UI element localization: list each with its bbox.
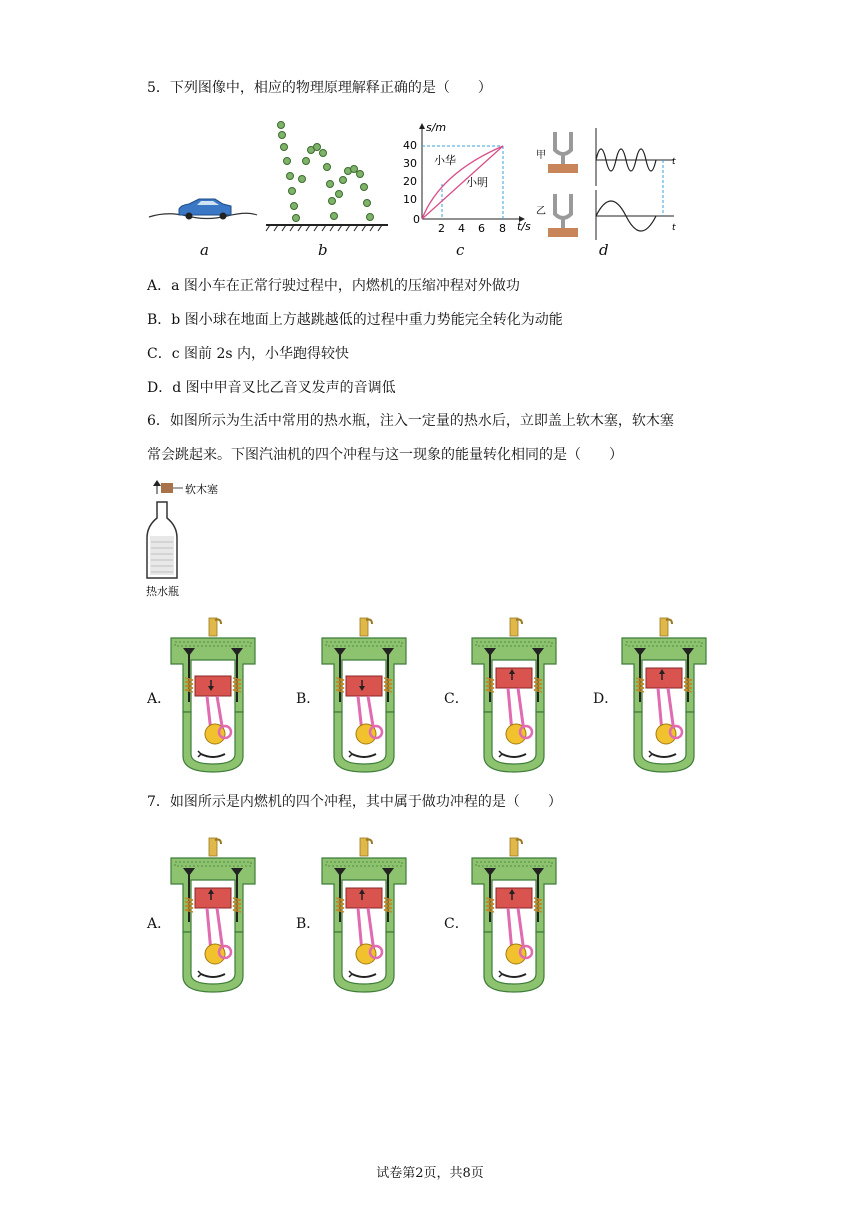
q7-option-a-label: A． xyxy=(147,916,172,932)
q7-engine-a xyxy=(165,836,265,1000)
x-tick: 4 xyxy=(458,222,465,235)
q6-engine-a xyxy=(165,616,265,780)
piston xyxy=(195,888,231,908)
q5-stem: 5．下列图像中，相应的物理原理解释正确的是（ ） xyxy=(147,80,492,96)
y-tick: 40 xyxy=(403,139,417,152)
cork-label: 软木塞 xyxy=(185,483,218,496)
q6-option-b-label: B． xyxy=(296,691,321,707)
y-axis-label: s/m xyxy=(426,121,447,134)
thermos-figure xyxy=(143,478,253,600)
fig-label-c: c xyxy=(456,241,465,259)
q7-engine-b xyxy=(316,836,416,1000)
q6-stem-line2: 常会跳起来。下图汽油机的四个冲程与这一现象的能量转化相同的是（ ） xyxy=(147,447,623,463)
q6-stem-line1: 6．如图所示为生活中常用的热水瓶，注入一定量的热水后，立即盖上软木塞，软木塞 xyxy=(147,413,674,429)
tuning-fork-icon xyxy=(548,194,578,237)
q7-option-b-label: B． xyxy=(296,916,321,932)
q6-engine-c xyxy=(466,616,566,780)
y-tick: 10 xyxy=(403,193,417,206)
fig-label-d: d xyxy=(599,241,609,259)
q5-option-b: B．b 图小球在地面上方越跳越低的过程中重力势能完全转化为动能 xyxy=(147,312,563,328)
q6-engine-d xyxy=(616,616,716,780)
fork-label-jia: 甲 xyxy=(536,150,546,161)
tuning-fork-icon xyxy=(548,132,578,173)
label-xiaohua: 小华 xyxy=(434,154,456,167)
q7-stem: 7．如图所示是内燃机的四个冲程，其中属于做功冲程的是（ ） xyxy=(147,794,562,810)
piston xyxy=(646,668,682,688)
piston xyxy=(496,668,532,688)
x-tick: 8 xyxy=(499,222,506,235)
wave-axis-t: t xyxy=(672,223,676,233)
st-graph xyxy=(400,118,535,236)
y-tick: 20 xyxy=(403,175,417,188)
q6-engine-b xyxy=(316,616,416,780)
q6-option-d-label: D． xyxy=(593,691,619,707)
car-figure xyxy=(147,195,259,227)
q5-option-d: D．d 图中甲音叉比乙音叉发声的音调低 xyxy=(147,380,396,396)
bouncing-ball-figure xyxy=(262,117,392,232)
q5-option-c: C．c 图前 2s 内，小华跑得较快 xyxy=(147,346,349,362)
x-axis-label: t/s xyxy=(517,220,531,233)
x-tick: 6 xyxy=(478,222,485,235)
q5-option-a: A．a 图小车在正常行驶过程中，内燃机的压缩冲程对外做功 xyxy=(147,278,520,294)
tuning-fork-figure xyxy=(534,124,684,242)
x-tick: 2 xyxy=(438,222,445,235)
fig-label-a: a xyxy=(200,241,209,259)
label-xiaoming: 小明 xyxy=(466,176,488,189)
origin-label: 0 xyxy=(413,213,420,226)
fig-label-b: b xyxy=(318,241,328,259)
thermos-label: 热水瓶 xyxy=(146,585,179,598)
q6-option-c-label: C． xyxy=(444,691,469,707)
wave-axis-t: t xyxy=(672,157,676,167)
cork-icon xyxy=(161,483,173,493)
fork-label-yi: 乙 xyxy=(536,206,546,217)
y-tick: 30 xyxy=(403,157,417,170)
q6-option-a-label: A． xyxy=(147,691,172,707)
page-footer: 试卷第2页，共8页 xyxy=(376,1166,484,1181)
q7-engine-c xyxy=(466,836,566,1000)
piston xyxy=(346,888,382,908)
q7-option-c-label: C． xyxy=(444,916,469,932)
piston xyxy=(496,888,532,908)
